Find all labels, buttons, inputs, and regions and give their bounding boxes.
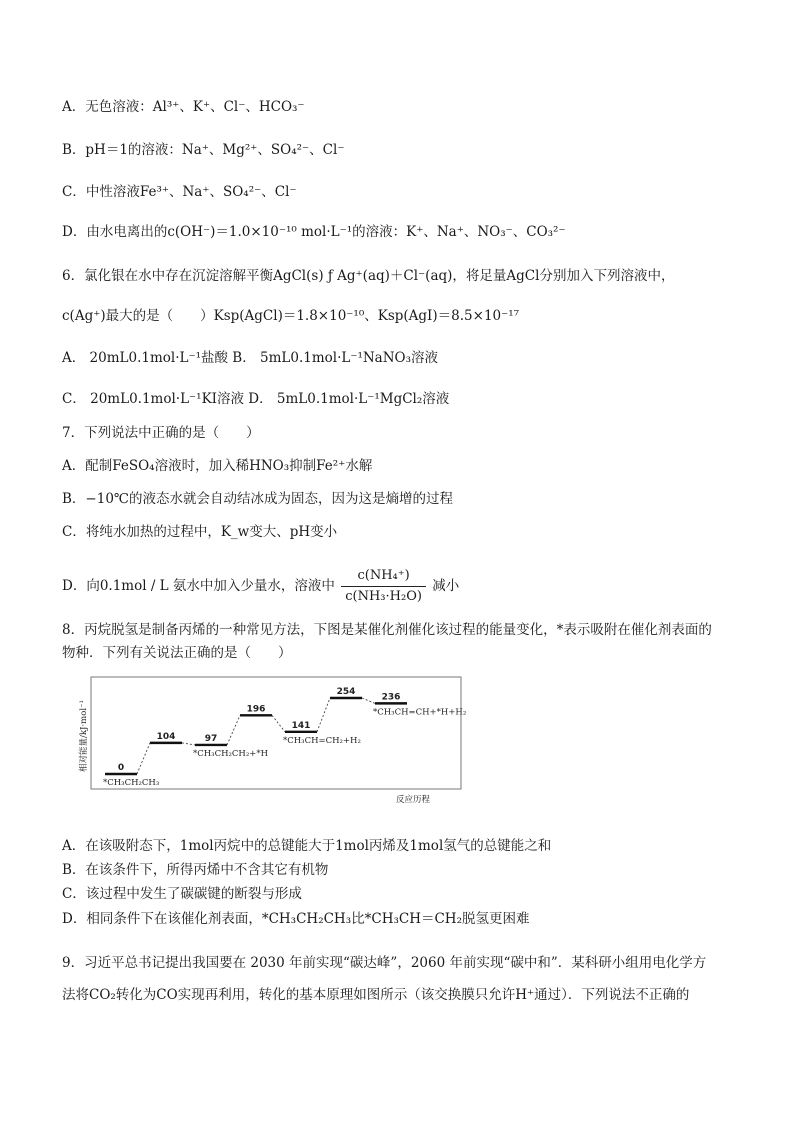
q5-option-a: A．无色溶液：Al³⁺、K⁺、Cl⁻、HCO₃⁻ bbox=[62, 99, 305, 115]
state-label-2: *CH₃CH₂CH₂+*H bbox=[193, 748, 269, 759]
x-axis-label: 反应历程 bbox=[395, 795, 431, 805]
connector-6 bbox=[362, 698, 375, 703]
connector-4 bbox=[272, 715, 285, 731]
q6-stem-line2: c(Ag⁺)最大的是（ ）Ksp(AgCl)＝1.8×10⁻¹⁰、Ksp(AgI)＝8.5×10⁻¹⁷ bbox=[62, 308, 520, 324]
state-label-4: *CH₃CH=CH₂+H₂ bbox=[283, 735, 361, 746]
energy-value-label-0: 0 bbox=[117, 763, 125, 773]
fraction-numerator: c(NH₄⁺) bbox=[341, 567, 426, 587]
energy-value-label-6: 236 bbox=[381, 692, 401, 703]
connector-1 bbox=[137, 743, 150, 774]
q7-option-d-suffix: 减小 bbox=[432, 578, 460, 594]
y-axis-label: 相对能量/kJ·mol⁻¹ bbox=[79, 700, 89, 772]
state-label-6: *CH₃CH=CH+*H+H₂ bbox=[373, 707, 467, 718]
q7-stem: 7．下列说法中正确的是（ ） bbox=[62, 425, 260, 441]
q5-option-b: B．pH＝1的溶液：Na⁺、Mg²⁺、SO₄²⁻、Cl⁻ bbox=[62, 142, 345, 158]
q7-option-d bbox=[62, 563, 459, 609]
energy-value-label-2: 97 bbox=[204, 733, 218, 744]
fraction-denominator: c(NH₃·H₂O) bbox=[345, 589, 422, 604]
energy-value-label-5: 254 bbox=[336, 687, 356, 697]
q5-option-c: C．中性溶液Fe³⁺、Na⁺、SO₄²⁻、Cl⁻ bbox=[62, 184, 297, 200]
energy-value-label-1: 104 bbox=[156, 731, 176, 742]
q8-stem-line2: 物种．下列有关说法正确的是（ ） bbox=[62, 645, 292, 661]
q8-option-d: D．相同条件下在该催化剂表面，*CH₃CH₂CH₃比*CH₃CH＝CH₂脱氢更困难 bbox=[62, 911, 530, 927]
q7-option-d-prefix: D．向0.1mol / L 氨水中加入少量水，溶液中 bbox=[62, 578, 335, 594]
q8-stem-line1: 8．丙烷脱氢是制备丙烯的一种常见方法，下图是某催化剂催化该过程的能量变化，*表示吸附在催化剂表面的 bbox=[62, 622, 712, 638]
q7-option-d-fraction bbox=[341, 567, 426, 606]
q8-option-a: A．在该吸附态下，1mol丙烷中的总键能大于1mol丙烯及1mol氢气的总键能之和 bbox=[62, 838, 552, 854]
q6-options-ab: A． 20mL0.1mol·L⁻¹盐酸 B． 5mL0.1mol·L⁻¹NaNO₃溶液 bbox=[62, 350, 439, 366]
q7-option-c: C．将纯水加热的过程中，K_w变大、pH变小 bbox=[62, 524, 338, 540]
energy-value-label-4: 141 bbox=[291, 720, 311, 731]
chart-frame bbox=[91, 677, 461, 789]
q5-option-d: D．由水电离出的c(OH⁻)＝1.0×10⁻¹⁰ mol·L⁻¹的溶液：K⁺、Na⁺、NO₃⁻、CO₃²⁻ bbox=[62, 224, 566, 240]
energy-value-label-3: 196 bbox=[246, 704, 266, 715]
state-label-0: *CH₃CH₂CH₃ bbox=[103, 778, 160, 788]
connector-5 bbox=[317, 698, 330, 732]
q6-stem-line1: 6．氯化银在水中存在沉淀溶解平衡AgCl(s) ƒ Ag⁺(aq)＋Cl⁻(aq)，将足量AgCl分别加入下列溶液中， bbox=[62, 268, 675, 284]
q8-option-b: B．在该条件下，所得丙烯中不含其它有机物 bbox=[62, 862, 329, 878]
q6-options-cd: C． 20mL0.1mol·L⁻¹KI溶液 D． 5mL0.1mol·L⁻¹MgCl₂溶液 bbox=[62, 391, 450, 407]
q9-stem-line1: 9．习近平总书记提出我国要在 2030 年前实现“碳达峰”，2060 年前实现“碳中和”．某科研小组用电化学方 bbox=[62, 955, 707, 971]
connector-3 bbox=[227, 715, 240, 745]
q9-stem-line2: 法将CO₂转化为CO实现再利用，转化的基本原理如图所示（该交换膜只允许H⁺通过）．下列说法不正确的 bbox=[62, 987, 690, 1003]
q7-option-b: B．−10℃的液态水就会自动结冰成为固态，因为这是熵增的过程 bbox=[62, 491, 454, 507]
q7-option-a: A．配制FeSO₄溶液时，加入稀HNO₃抑制Fe²⁺水解 bbox=[62, 458, 373, 474]
q8-option-c: C．该过程中发生了碳碳键的断裂与形成 bbox=[62, 886, 302, 902]
connector-2 bbox=[182, 743, 195, 745]
energy-profile-chart bbox=[79, 676, 467, 806]
